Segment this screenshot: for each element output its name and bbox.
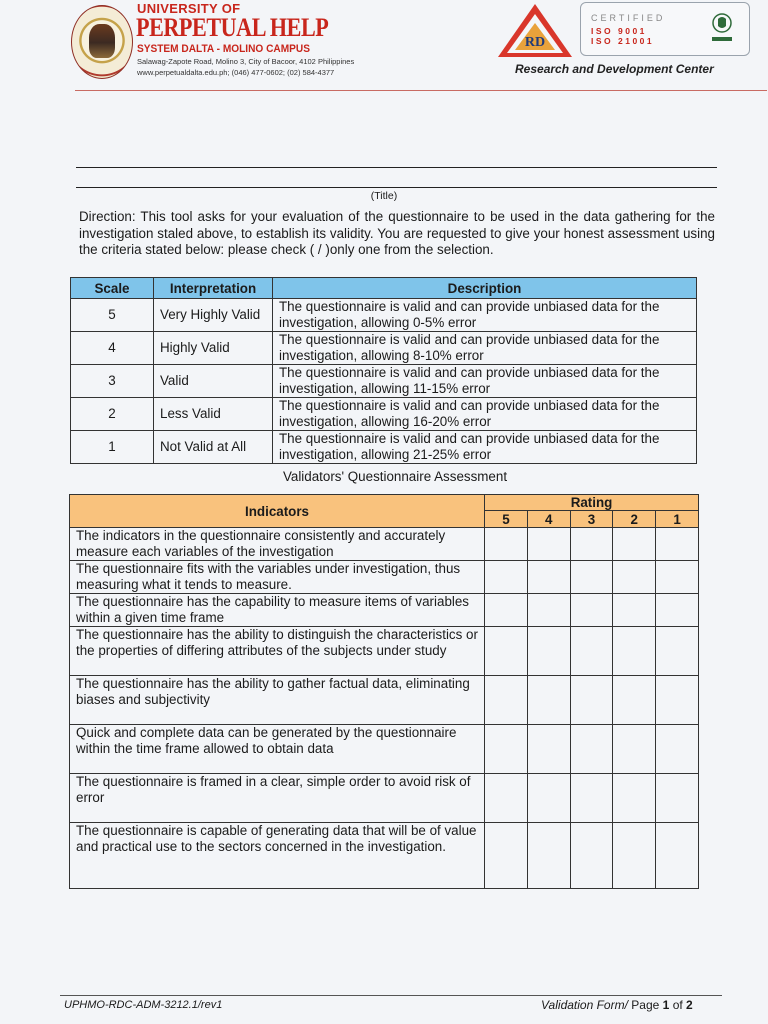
interpretation-value: Highly Valid	[154, 332, 273, 365]
scale-table-header	[71, 278, 697, 299]
description-value: The questionnaire is valid and can provide unbiased data for the investigation, allowing 8-10% error	[273, 332, 697, 365]
rating-col-2: 2	[613, 511, 656, 528]
scale-value: 3	[71, 365, 154, 398]
rating-checkbox-2[interactable]	[613, 823, 656, 889]
rating-checkbox-3[interactable]	[570, 528, 613, 561]
page-label: Page	[631, 998, 660, 1012]
university-of-label: UNIVERSITY OF	[137, 1, 241, 16]
rating-checkbox-4[interactable]	[527, 676, 570, 725]
indicator-text: The questionnaire fits with the variables under investigation, thus measuring what it tends to measure.	[70, 561, 485, 594]
form-label: Validation Form/	[541, 998, 628, 1012]
indicator-text: The questionnaire has the ability to distinguish the characteristics or the properties of differing attributes of the subjects under study	[70, 627, 485, 676]
scale-table	[70, 277, 697, 464]
rating-header: Rating	[485, 495, 699, 511]
rating-col-4: 4	[527, 511, 570, 528]
indicator-text: The questionnaire has the ability to gather factual data, eliminating biases and subjectivity	[70, 676, 485, 725]
interpretation-value: Valid	[154, 365, 273, 398]
footer-divider	[60, 995, 722, 996]
iso-21001-label: ISO 21001	[591, 36, 655, 46]
rating-checkbox-4[interactable]	[527, 725, 570, 774]
header-divider	[75, 90, 767, 91]
rating-table-header	[70, 495, 699, 511]
rating-checkbox-2[interactable]	[613, 676, 656, 725]
assessment-title: Validators' Questionnaire Assessment	[282, 469, 508, 484]
description-header: Description	[273, 278, 697, 299]
scale-value: 1	[71, 431, 154, 464]
rating-checkbox-1[interactable]	[656, 627, 699, 676]
indicators-header: Indicators	[70, 495, 485, 528]
rating-col-3: 3	[570, 511, 613, 528]
description-value: The questionnaire is valid and can provide unbiased data for the investigation, allowing 21-25% error	[273, 431, 697, 464]
title-line-2[interactable]	[76, 187, 717, 188]
rating-checkbox-4[interactable]	[527, 823, 570, 889]
rating-checkbox-1[interactable]	[656, 823, 699, 889]
table-row	[70, 774, 699, 823]
rating-checkbox-1[interactable]	[656, 561, 699, 594]
table-row	[70, 823, 699, 889]
interpretation-value: Less Valid	[154, 398, 273, 431]
rating-checkbox-3[interactable]	[570, 823, 613, 889]
rating-checkbox-2[interactable]	[613, 528, 656, 561]
rating-checkbox-5[interactable]	[485, 725, 528, 774]
rating-checkbox-5[interactable]	[485, 594, 528, 627]
rating-checkbox-2[interactable]	[613, 594, 656, 627]
table-row	[71, 431, 697, 464]
of-label: of	[672, 998, 683, 1012]
scale-header: Scale	[71, 278, 154, 299]
table-row	[71, 398, 697, 431]
table-row	[70, 725, 699, 774]
scale-value: 2	[71, 398, 154, 431]
rating-checkbox-3[interactable]	[570, 627, 613, 676]
title-placeholder: (Title)	[370, 190, 398, 202]
page-number: 1	[662, 998, 670, 1012]
indicator-text: The questionnaire is capable of generating data that will be of value and practical use to the sectors concerned in the investigation.	[70, 823, 485, 889]
rating-checkbox-1[interactable]	[656, 528, 699, 561]
rating-checkbox-5[interactable]	[485, 823, 528, 889]
document-code: UPHMO-RDC-ADM-3212.1/rev1	[64, 999, 223, 1011]
rating-col-5: 5	[485, 511, 528, 528]
interpretation-header: Interpretation	[154, 278, 273, 299]
table-row	[70, 676, 699, 725]
title-line-1[interactable]	[76, 167, 717, 168]
rating-checkbox-5[interactable]	[485, 528, 528, 561]
bureau-veritas-icon	[709, 11, 735, 45]
rating-checkbox-1[interactable]	[656, 774, 699, 823]
rating-checkbox-4[interactable]	[527, 561, 570, 594]
scale-value: 4	[71, 332, 154, 365]
university-name: PERPETUAL HELP	[136, 13, 329, 42]
rating-checkbox-5[interactable]	[485, 774, 528, 823]
page-total: 2	[686, 998, 693, 1012]
certified-label: CERTIFIED	[591, 13, 666, 23]
contact-text: www.perpetualdalta.edu.ph; (046) 477-0602; (02) 584-4377	[137, 68, 335, 77]
rating-checkbox-2[interactable]	[613, 627, 656, 676]
indicator-text: The questionnaire is framed in a clear, simple order to avoid risk of error	[70, 774, 485, 823]
rating-checkbox-4[interactable]	[527, 594, 570, 627]
rating-checkbox-2[interactable]	[613, 725, 656, 774]
rating-checkbox-4[interactable]	[527, 774, 570, 823]
table-row	[70, 594, 699, 627]
rating-checkbox-3[interactable]	[570, 725, 613, 774]
table-row	[70, 528, 699, 561]
page-indicator	[541, 998, 693, 1012]
rating-col-1: 1	[656, 511, 699, 528]
iso-9001-label: ISO 9001	[591, 26, 647, 36]
rating-checkbox-1[interactable]	[656, 594, 699, 627]
rating-checkbox-5[interactable]	[485, 676, 528, 725]
interpretation-value: Very Highly Valid	[154, 299, 273, 332]
rating-table	[69, 494, 699, 889]
description-value: The questionnaire is valid and can provide unbiased data for the investigation, allowing 16-20% error	[273, 398, 697, 431]
rating-checkbox-2[interactable]	[613, 774, 656, 823]
table-row	[71, 365, 697, 398]
svg-text:RD: RD	[524, 35, 546, 50]
scale-value: 5	[71, 299, 154, 332]
direction-text: Direction: This tool asks for your evaluation of the questionnaire to be used in the data gathering for the investigation staled above, to establish its validity. You are requested to give your honest assessment using the criteria stated below: please check ( / )only one from the selection.	[79, 209, 715, 257]
table-row	[70, 561, 699, 594]
rating-checkbox-3[interactable]	[570, 594, 613, 627]
research-center-label: Research and Development Center	[515, 62, 714, 76]
indicator-text: The questionnaire has the capability to measure items of variables within a given time frame	[70, 594, 485, 627]
campus-name: SYSTEM DALTA - MOLINO CAMPUS	[137, 43, 310, 55]
table-row	[71, 332, 697, 365]
table-row	[71, 299, 697, 332]
rating-checkbox-1[interactable]	[656, 725, 699, 774]
address-text: Salawag-Zapote Road, Molino 3, City of Bacoor, 4102 Philippines	[137, 57, 355, 66]
rating-checkbox-4[interactable]	[527, 627, 570, 676]
rating-checkbox-5[interactable]	[485, 561, 528, 594]
description-value: The questionnaire is valid and can provide unbiased data for the investigation, allowing 0-5% error	[273, 299, 697, 332]
indicator-text: Quick and complete data can be generated by the questionnaire within the time frame allowed to obtain data	[70, 725, 485, 774]
indicator-text: The indicators in the questionnaire consistently and accurately measure each variables of the investigation	[70, 528, 485, 561]
rating-checkbox-4[interactable]	[527, 528, 570, 561]
university-seal-logo	[71, 5, 133, 79]
rating-checkbox-3[interactable]	[570, 676, 613, 725]
rating-checkbox-2[interactable]	[613, 561, 656, 594]
rating-checkbox-3[interactable]	[570, 561, 613, 594]
table-row	[70, 627, 699, 676]
description-value: The questionnaire is valid and can provide unbiased data for the investigation, allowing 11-15% error	[273, 365, 697, 398]
rd-center-logo	[495, 1, 575, 59]
iso-certification-box	[580, 2, 750, 56]
interpretation-value: Not Valid at All	[154, 431, 273, 464]
rating-checkbox-1[interactable]	[656, 676, 699, 725]
rating-checkbox-5[interactable]	[485, 627, 528, 676]
rating-checkbox-3[interactable]	[570, 774, 613, 823]
